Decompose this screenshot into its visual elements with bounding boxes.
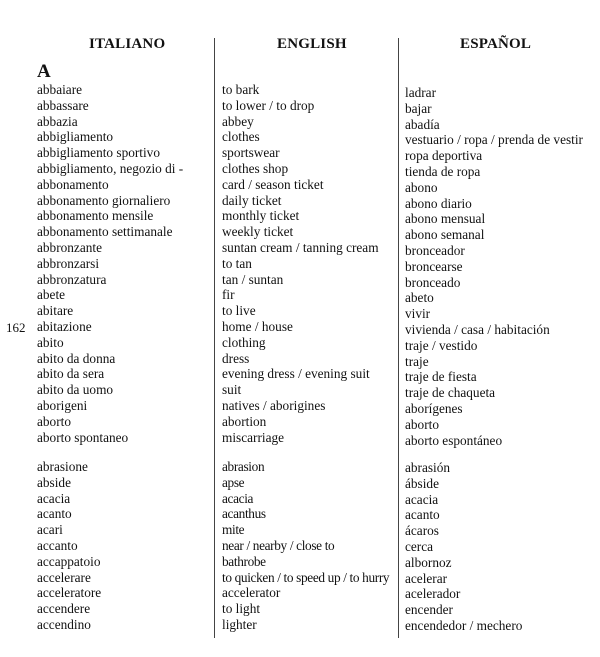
- dictionary-entry: abbigliamento, negozio di -: [37, 160, 184, 176]
- dictionary-entry: accelerare: [37, 569, 91, 585]
- dictionary-entry: accanto: [37, 537, 78, 553]
- dictionary-entry: to bark: [222, 82, 260, 97]
- dictionary-entry: to live: [222, 303, 256, 319]
- dictionary-entry: abbronzarsi: [37, 255, 100, 271]
- dictionary-entry: ácaros: [405, 523, 439, 539]
- dictionary-entry: mite: [222, 522, 245, 538]
- dictionary-entry: lighter: [222, 616, 257, 632]
- dictionary-entry: abito: [37, 334, 64, 350]
- dictionary-entry: suntan cream / tanning cream: [222, 239, 379, 255]
- dictionary-entry: abbronzatura: [37, 271, 107, 287]
- dictionary-entry: albornoz: [405, 554, 452, 570]
- dictionary-entry: sportswear: [222, 145, 280, 161]
- dictionary-entry: aborto espontáneo: [405, 432, 503, 448]
- dictionary-entry: abrasión: [405, 460, 451, 475]
- header-english: ENGLISH: [277, 36, 347, 52]
- dictionary-entry: vestuario / ropa / prenda de vestir: [405, 132, 583, 148]
- dictionary-entry: abbey: [222, 113, 254, 129]
- dictionary-entry: to quicken / to speed up / to hurry: [222, 569, 390, 585]
- dictionary-entry: aborigeni: [37, 397, 88, 413]
- dictionary-entry: clothing: [222, 334, 266, 350]
- dictionary-entry: to lower / to drop: [222, 97, 315, 113]
- dictionary-entry: evening dress / evening suit: [222, 366, 370, 382]
- english-column-group2: [222, 459, 389, 633]
- english-column-group1: [222, 82, 379, 445]
- dictionary-entry: clothes: [222, 129, 260, 145]
- dictionary-entry: natives / aborigines: [222, 397, 326, 413]
- espanol-column-group1: [405, 85, 583, 448]
- italiano-column-group1: [37, 82, 183, 445]
- dictionary-entry: abrasione: [37, 459, 88, 474]
- dictionary-entry: tienda de ropa: [405, 163, 481, 179]
- dictionary-entry: dress: [222, 350, 250, 366]
- dictionary-entry: abbonamento mensile: [37, 208, 154, 224]
- dictionary-entry: abeto: [405, 290, 434, 306]
- dictionary-entry: cerca: [405, 538, 434, 554]
- dictionary-entry: acanto: [37, 506, 72, 522]
- dictionary-entry: traje / vestido: [405, 337, 478, 353]
- dictionary-entry: abete: [37, 287, 66, 303]
- dictionary-entry: abbassare: [37, 97, 89, 113]
- dictionary-entry: card / season ticket: [222, 176, 324, 192]
- dictionary-entry: home / house: [222, 318, 293, 334]
- dictionary-entry: abbonamento giornaliero: [37, 192, 171, 208]
- dictionary-entry: bathrobe: [222, 553, 266, 569]
- dictionary-entry: abito da donna: [37, 350, 116, 366]
- italiano-column-group2: [37, 459, 101, 633]
- dictionary-entry: bronceado: [405, 274, 461, 290]
- dictionary-entry: bajar: [405, 100, 432, 116]
- dictionary-entry: encendedor / mechero: [405, 617, 523, 633]
- dictionary-entry: miscarriage: [222, 429, 285, 445]
- dictionary-entry: acelerador: [405, 586, 461, 602]
- dictionary-entry: abbazia: [37, 113, 78, 129]
- dictionary-entry: accendino: [37, 616, 91, 632]
- dictionary-entry: abono semanal: [405, 227, 485, 243]
- dictionary-entry: ábside: [405, 475, 439, 491]
- dictionary-entry: accendere: [37, 601, 91, 617]
- dictionary-entry: acacia: [222, 490, 254, 506]
- dictionary-entry: aborto: [37, 413, 71, 429]
- header-espanol: ESPAÑOL: [460, 36, 532, 52]
- dictionary-entry: acanthus: [222, 506, 266, 522]
- dictionary-entry: monthly ticket: [222, 208, 300, 224]
- dictionary-entry: bronceador: [405, 242, 465, 258]
- dictionary-entry: accappatoio: [37, 553, 101, 569]
- dictionary-entry: acceleratore: [37, 585, 102, 601]
- dictionary-entry: abrasion: [222, 459, 265, 474]
- dictionary-entry: traje de fiesta: [405, 369, 477, 385]
- section-letter: A: [37, 61, 51, 82]
- dictionary-entry: aborígenes: [405, 400, 463, 416]
- dictionary-entry: clothes shop: [222, 160, 289, 176]
- dictionary-entry: accelerator: [222, 585, 281, 601]
- dictionary-entry: daily ticket: [222, 192, 282, 208]
- dictionary-entry: apse: [222, 474, 245, 490]
- dictionary-entry: weekly ticket: [222, 224, 294, 240]
- dictionary-entry: abbronzante: [37, 239, 102, 255]
- dictionary-entry: acari: [37, 522, 63, 538]
- dictionary-entry: abitare: [37, 303, 74, 319]
- header-italiano: ITALIANO: [89, 36, 166, 52]
- dictionary-entry: encender: [405, 602, 453, 618]
- dictionary-entry: abside: [37, 474, 71, 490]
- column-divider-left: [214, 38, 215, 638]
- dictionary-entry: abbigliamento sportivo: [37, 145, 160, 161]
- dictionary-entry: abono mensual: [405, 211, 486, 227]
- column-divider-right: [398, 38, 399, 638]
- dictionary-entry: acanto: [405, 507, 440, 523]
- dictionary-entry: broncearse: [405, 258, 463, 274]
- dictionary-entry: vivir: [405, 306, 431, 322]
- dictionary-entry: abono: [405, 179, 438, 195]
- dictionary-entry: aborto: [405, 416, 439, 432]
- page-number: 162: [6, 320, 26, 335]
- espanol-column-group2: [405, 460, 522, 634]
- dictionary-entry: abito da uomo: [37, 382, 114, 398]
- dictionary-entry: acelerar: [405, 570, 448, 586]
- dictionary-entry: abadía: [405, 116, 440, 132]
- dictionary-entry: abono diario: [405, 195, 472, 211]
- dictionary-entry: to tan: [222, 255, 252, 271]
- dictionary-entry: abbonamento: [37, 176, 109, 192]
- dictionary-entry: acacia: [405, 491, 439, 507]
- dictionary-entry: abbigliamento: [37, 129, 114, 145]
- dictionary-entry: suit: [222, 382, 242, 398]
- dictionary-entry: vivienda / casa / habitación: [405, 321, 550, 337]
- dictionary-entry: abitazione: [37, 318, 92, 334]
- dictionary-entry: abito da sera: [37, 366, 105, 382]
- dictionary-entry: aborto spontaneo: [37, 429, 129, 445]
- dictionary-entry: near / nearby / close to: [222, 537, 335, 553]
- dictionary-entry: fir: [222, 287, 235, 303]
- dictionary-entry: traje: [405, 353, 429, 369]
- dictionary-entry: traje de chaqueta: [405, 385, 496, 401]
- dictionary-entry: abortion: [222, 413, 267, 429]
- dictionary-entry: to light: [222, 601, 261, 617]
- dictionary-entry: acacia: [37, 490, 71, 506]
- dictionary-entry: ropa deportiva: [405, 148, 483, 164]
- dictionary-entry: abbonamento settimanale: [37, 224, 173, 240]
- dictionary-entry: ladrar: [405, 85, 437, 100]
- dictionary-entry: tan / suntan: [222, 271, 284, 287]
- dictionary-entry: abbaiare: [37, 82, 83, 97]
